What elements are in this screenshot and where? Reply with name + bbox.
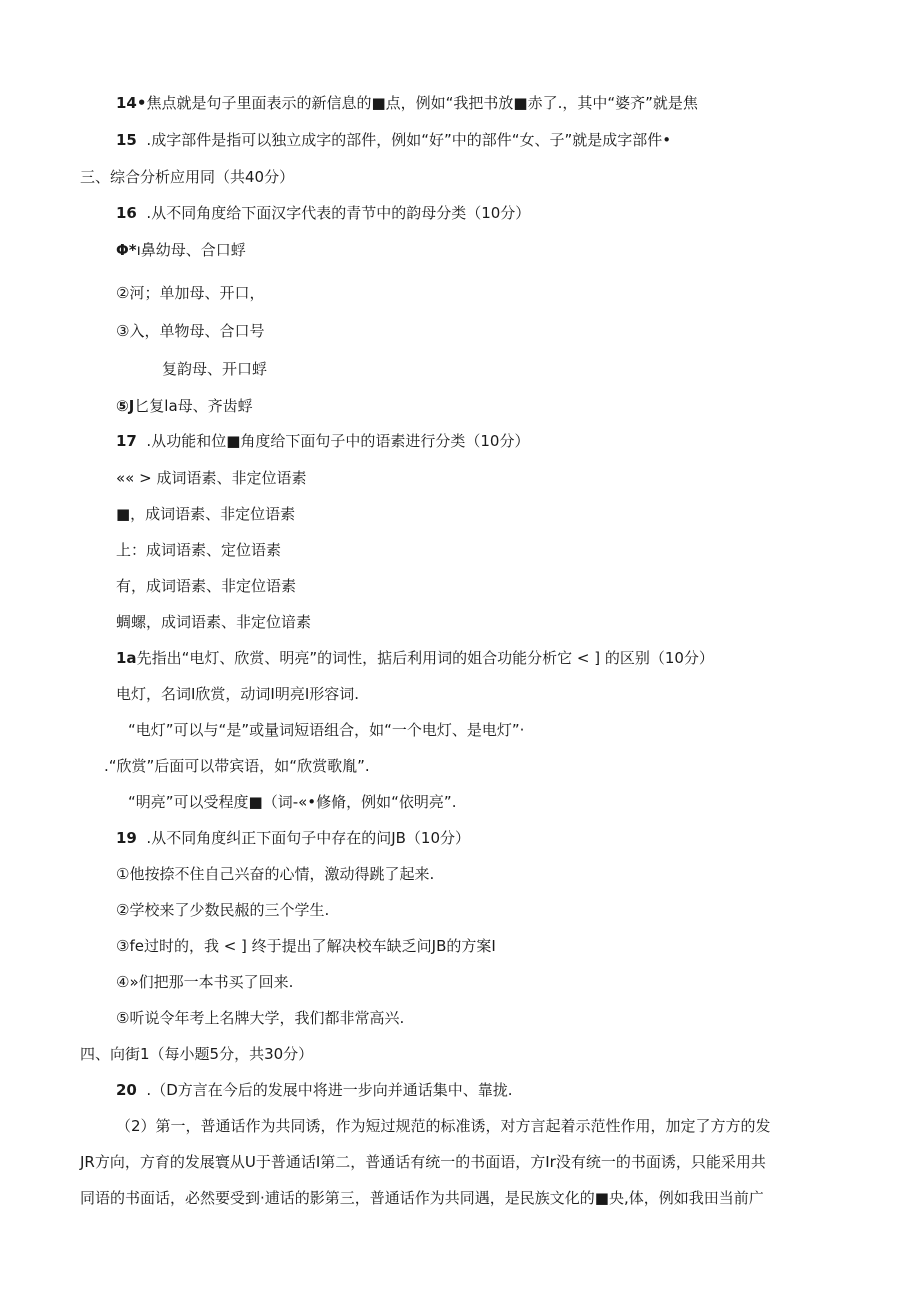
item-16 xyxy=(116,203,530,223)
answer-line xyxy=(116,576,296,596)
answer-line xyxy=(116,321,264,341)
answer-text: “电灯”可以与“是”或量词短语组合，如“一个电灯、是电灯”· xyxy=(128,721,525,739)
section-heading-text: 四、向街1（每小题5分，共30分） xyxy=(80,1045,314,1063)
answer-line xyxy=(116,1008,404,1028)
answer-line xyxy=(104,756,370,776)
answer-text: 上：成词语素、定位语素 xyxy=(116,541,282,559)
item-text: .从功能和位■角度给下面句子中的语素进行分类（10分） xyxy=(146,432,530,450)
answer-line xyxy=(128,720,524,740)
item-number: 20 xyxy=(116,1081,137,1099)
answer-line xyxy=(116,396,253,416)
answer-text: ⑤听说令年考上名牌大学，我们都非常高兴. xyxy=(116,1009,405,1027)
answer-text: 蜩螺，成词语素、非定位谙素 xyxy=(116,613,312,631)
answer-line xyxy=(116,283,264,303)
section-heading-text: 三、综合分析应用同（共40分） xyxy=(80,168,295,186)
answer-text: ı鼻幼母、合口蜉 xyxy=(136,241,246,259)
paragraph-line xyxy=(116,1116,771,1136)
item-20 xyxy=(116,1080,513,1100)
paragraph-text: （2）第一，普通话作为共同诱，作为短过规范的标准诱，对方言起着示范性作用，加定了方方的发 xyxy=(116,1117,771,1135)
answer-text: 有，成词语素、非定位语素 xyxy=(116,577,297,595)
answer-text: ④»们把那一本书买了回来. xyxy=(116,973,294,991)
paragraph-text: 同语的书面话，必然要受到·逋话的影第三，普通话作为共同遇，是民族文化的■央,体，例如我田当前广 xyxy=(80,1189,764,1207)
answer-text: ①他按捺不住自己兴奋的心情，激动得跳了起来. xyxy=(116,865,435,883)
item-15 xyxy=(116,130,671,150)
section-three-heading xyxy=(80,167,294,187)
paragraph-text: JR方向，方育的发展寰从U于普通话I第二，普通话有统一的书面语，方Ir没有统一的书面诱，只能采用共 xyxy=(80,1153,766,1171)
answer-text: 匕复la母、齐齿蜉 xyxy=(134,397,253,415)
answer-text: ③fe过时的，我 < ] 终于提出了解决校车缺乏问JB的方案I xyxy=(116,937,496,955)
answer-text: 复韵母、开口蜉 xyxy=(162,360,268,378)
item-text: .从不同角度纠正下面句子中存在的问JB（10分） xyxy=(146,829,470,847)
item-number: 1a xyxy=(116,649,137,667)
item-14 xyxy=(116,93,698,113)
answer-line xyxy=(116,864,434,884)
item-text: .（D方言在今后的发展中将进一步向并通话集中、靠拢. xyxy=(146,1081,513,1099)
answer-line xyxy=(116,504,295,524)
item-text: 焦点就是句子里面表示的新信息的■点，例如“我把书放■赤了.，其中“婆齐”就是焦 xyxy=(146,94,698,112)
answer-text: “明亮”可以受程度■（词-«•修脩，例如“依明亮”. xyxy=(128,793,457,811)
item-number: 14• xyxy=(116,94,147,112)
answer-text: ②河；单加母、开口， xyxy=(116,284,265,302)
answer-line xyxy=(116,684,359,704)
answer-line xyxy=(116,900,329,920)
answer-marker: ⑤J xyxy=(116,397,135,415)
answer-line xyxy=(116,972,293,992)
answer-text: 电灯，名词I欣赏，动词I明亮I形容词. xyxy=(116,685,360,703)
answer-line xyxy=(116,612,311,632)
answer-text: .“欣赏”后面可以带宾语，如“欣赏歌胤”. xyxy=(104,757,370,775)
answer-line xyxy=(116,240,246,260)
item-text: .从不同角度给下面汉字代表的青节中的韵母分类（10分） xyxy=(146,204,531,222)
answer-marker: Φ* xyxy=(116,241,137,259)
item-text: .成字部件是指可以独立成字的部件，例如“好”中的部件“女、子”就是成字部件• xyxy=(146,131,672,149)
answer-line xyxy=(116,936,496,956)
answer-text: ③入，单物母、合口号 xyxy=(116,322,265,340)
item-number: 15 xyxy=(116,131,137,149)
answer-line xyxy=(128,792,456,812)
answer-line xyxy=(162,359,267,379)
item-number: 17 xyxy=(116,432,137,450)
item-number: 19 xyxy=(116,829,137,847)
answer-text: ■，成词语素、非定位语素 xyxy=(116,505,296,523)
item-17 xyxy=(116,431,529,451)
answer-text: «« > 成词语素、非定位语素 xyxy=(116,469,307,487)
answer-line xyxy=(116,468,306,488)
item-number: 16 xyxy=(116,204,137,222)
paragraph-line xyxy=(80,1152,766,1172)
paragraph-line xyxy=(80,1188,764,1208)
item-text: 先指出“电灯、欣赏、明亮”的词性，掂后利用词的姐合功能分析它 < ] 的区别（10分） xyxy=(136,649,714,667)
section-four-heading xyxy=(80,1044,313,1064)
answer-text: ②学校来了少数民赧的三个学生. xyxy=(116,901,330,919)
item-19 xyxy=(116,828,470,848)
item-18 xyxy=(116,648,714,668)
answer-line xyxy=(116,540,281,560)
